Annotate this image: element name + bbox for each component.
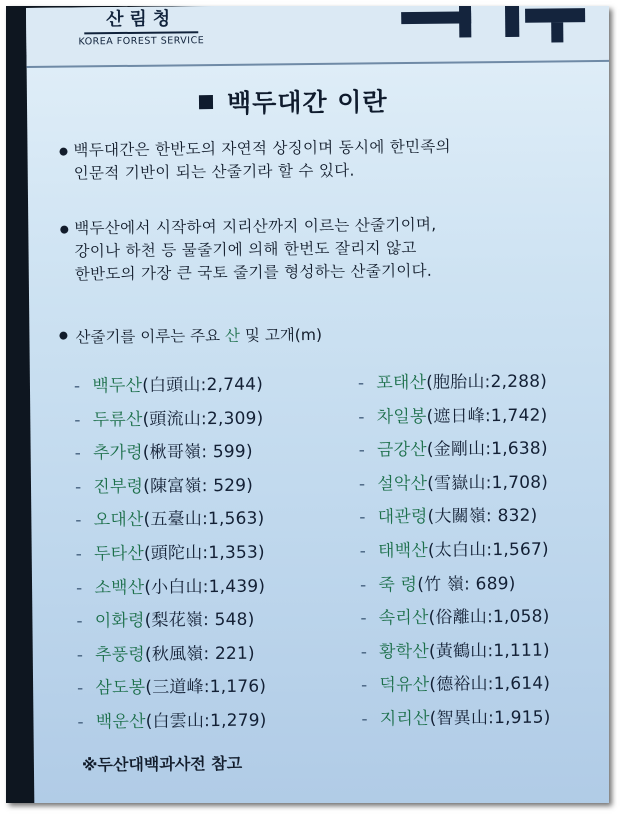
mountain-hanja-elevation: (頭流山:2,309)	[142, 408, 264, 430]
list-dash: -	[360, 642, 368, 663]
mountain-name: 속리산	[378, 608, 429, 629]
list-dash: -	[76, 645, 84, 666]
bullet-dot-icon	[59, 148, 67, 156]
mountain-name: 포태산	[376, 372, 427, 394]
mountain-name: 소백산	[94, 577, 145, 598]
mountain-hanja-elevation: (黃鶴山:1,111)	[428, 640, 550, 662]
mountain-list-item	[76, 538, 265, 565]
list-dash: -	[74, 477, 82, 498]
mountain-hanja-elevation: (德裕山:1,614)	[429, 673, 551, 696]
mountain-name: 덕유산	[379, 675, 430, 696]
mountain-list-item	[75, 437, 253, 464]
mountain-list-item	[77, 706, 266, 733]
mountain-list-item	[360, 602, 549, 629]
mountain-name: 황학산	[379, 641, 430, 663]
mountain-name: 죽 령	[378, 574, 418, 595]
agency-logo-rule	[84, 31, 198, 34]
bullet-dot-icon	[60, 226, 68, 234]
sign-header	[26, 6, 609, 68]
mountain-name: 차일봉	[376, 406, 427, 427]
list-dash: -	[75, 510, 82, 531]
mountain-hanja-elevation: (竹 嶺: 689)	[417, 573, 516, 595]
list-dash: -	[74, 443, 82, 464]
mountain-name: 태백산	[377, 540, 429, 562]
list-heading-part-1: 산줄기를 이루는 주요	[75, 326, 226, 347]
list-heading-part-2: 및 고개(m)	[239, 325, 323, 345]
mountain-name: 대관령	[377, 507, 428, 528]
header-large-lettering-cropped	[401, 6, 609, 46]
list-dash: -	[358, 474, 366, 495]
mountain-name: 두타산	[93, 543, 145, 565]
sign-title-text: 백두대간 이란	[226, 87, 388, 118]
mountain-list-item	[358, 434, 547, 461]
mountain-hanja-elevation: (小白山:1,439)	[144, 576, 266, 598]
mountain-name: 두류산	[92, 409, 143, 430]
mountain-list-item	[75, 504, 264, 531]
mountain-name: 추가령	[92, 442, 143, 464]
mountain-list-item	[358, 400, 547, 427]
agency-logo	[76, 8, 206, 55]
mountain-name: 오대산	[93, 510, 144, 531]
list-dash: -	[358, 440, 366, 461]
list-heading-highlight: 산	[224, 326, 241, 345]
list-dash: -	[76, 611, 83, 632]
mountain-list-item	[76, 571, 265, 598]
mountain-name: 이화령	[94, 610, 145, 632]
list-dash: -	[360, 608, 367, 629]
sign-title	[199, 82, 388, 120]
paragraph-2-text: 백두산에서 시작하여 지리산까지 이르는 산줄기이며, 강이나 하천 등 물줄기에 의해 한번도 잘리지 않고 한반도의 가장 큰 국토 줄기를 형성하는 산줄기이다.	[74, 215, 437, 284]
mountain-hanja-elevation: (俗離山:1,058)	[428, 606, 550, 629]
list-dash: -	[357, 373, 365, 394]
mountain-name: 진부령	[93, 476, 144, 498]
footnote: ※두산대백과사전 참고	[81, 753, 243, 775]
mountain-hanja-elevation: (陳富嶺: 529)	[143, 475, 254, 497]
mountain-list-item	[76, 605, 254, 632]
paragraph-1	[61, 136, 451, 186]
mountain-list-item	[361, 635, 550, 662]
mountain-list-item	[360, 535, 549, 562]
list-dash: -	[359, 541, 367, 562]
mountain-hanja-elevation: (太白山:1,567)	[427, 539, 549, 561]
mountain-hanja-elevation: (金剛山:1,638)	[426, 438, 548, 461]
bullet-dot-icon	[59, 332, 67, 340]
list-dash: -	[73, 376, 81, 397]
mountain-name: 금강산	[376, 440, 427, 461]
mountain-list-item	[361, 669, 550, 696]
agency-name-korean: 산림청	[105, 8, 177, 31]
mountain-hanja-elevation: (胞胎山:2,288)	[426, 371, 548, 393]
paragraph-1-text: 백두대간은 한반도의 자연적 상징이며 동시에 한민족의 인문적 기반이 되는 산줄기라 할 수 있다.	[73, 137, 451, 183]
list-dash: -	[361, 675, 368, 696]
mountain-hanja-elevation: (智異山:1,915)	[429, 707, 551, 729]
mountain-list-item	[74, 370, 263, 397]
list-dash: -	[77, 712, 84, 733]
mountain-hanja-elevation: (頭陀山:1,353)	[143, 542, 265, 564]
agency-name-english: KOREA FOREST SERVICE	[78, 35, 205, 48]
mountain-hanja-elevation: (三道峰:1,176)	[145, 676, 267, 699]
title-square-bullet-icon	[199, 95, 213, 109]
mountain-list-item	[361, 703, 550, 730]
mountain-hanja-elevation: (雪嶽山:1,708)	[427, 472, 549, 494]
mountain-hanja-elevation: (白頭山:2,744)	[142, 374, 264, 396]
mountain-name: 추풍령	[95, 644, 146, 666]
mountain-name: 백두산	[92, 375, 143, 397]
list-dash: -	[359, 507, 366, 528]
list-dash: -	[74, 410, 81, 431]
photo-frame	[6, 6, 609, 803]
mountain-hanja-elevation: (遮日峰:1,742)	[426, 405, 548, 427]
mountain-hanja-elevation: (楸哥嶺: 599)	[142, 441, 253, 463]
mountain-hanja-elevation: (大關嶺: 832)	[427, 506, 538, 528]
mountain-list-item	[74, 403, 263, 430]
list-heading-text	[61, 326, 322, 347]
mountain-list-item	[77, 672, 266, 699]
mountain-list-item	[359, 467, 548, 494]
mountain-name: 삼도봉	[95, 678, 146, 699]
mountain-name: 백운산	[95, 711, 146, 733]
mountain-name: 지리산	[379, 708, 430, 730]
list-dash: -	[358, 407, 365, 428]
baekdudaegan-info-sign	[26, 6, 609, 803]
mountain-hanja-elevation: (梨花嶺: 548)	[144, 609, 255, 631]
list-dash: -	[359, 575, 367, 596]
list-dash: -	[75, 544, 83, 565]
mountain-list-item	[358, 367, 547, 394]
mountain-hanja-elevation: (五臺山:1,563)	[143, 508, 265, 531]
mountain-list-item	[75, 470, 253, 497]
mountain-hanja-elevation: (秋風嶺: 221)	[144, 643, 255, 665]
mountain-list-item	[359, 501, 537, 528]
mountain-list-heading	[61, 323, 322, 348]
mountain-name: 설악산	[377, 473, 428, 495]
mountain-list-item	[360, 569, 516, 596]
paragraph-2	[62, 214, 437, 287]
list-dash: -	[77, 678, 84, 699]
mountain-list-item	[77, 638, 255, 665]
list-dash: -	[361, 709, 368, 730]
list-dash: -	[75, 578, 83, 599]
mountain-hanja-elevation: (白雲山:1,279)	[145, 710, 267, 732]
